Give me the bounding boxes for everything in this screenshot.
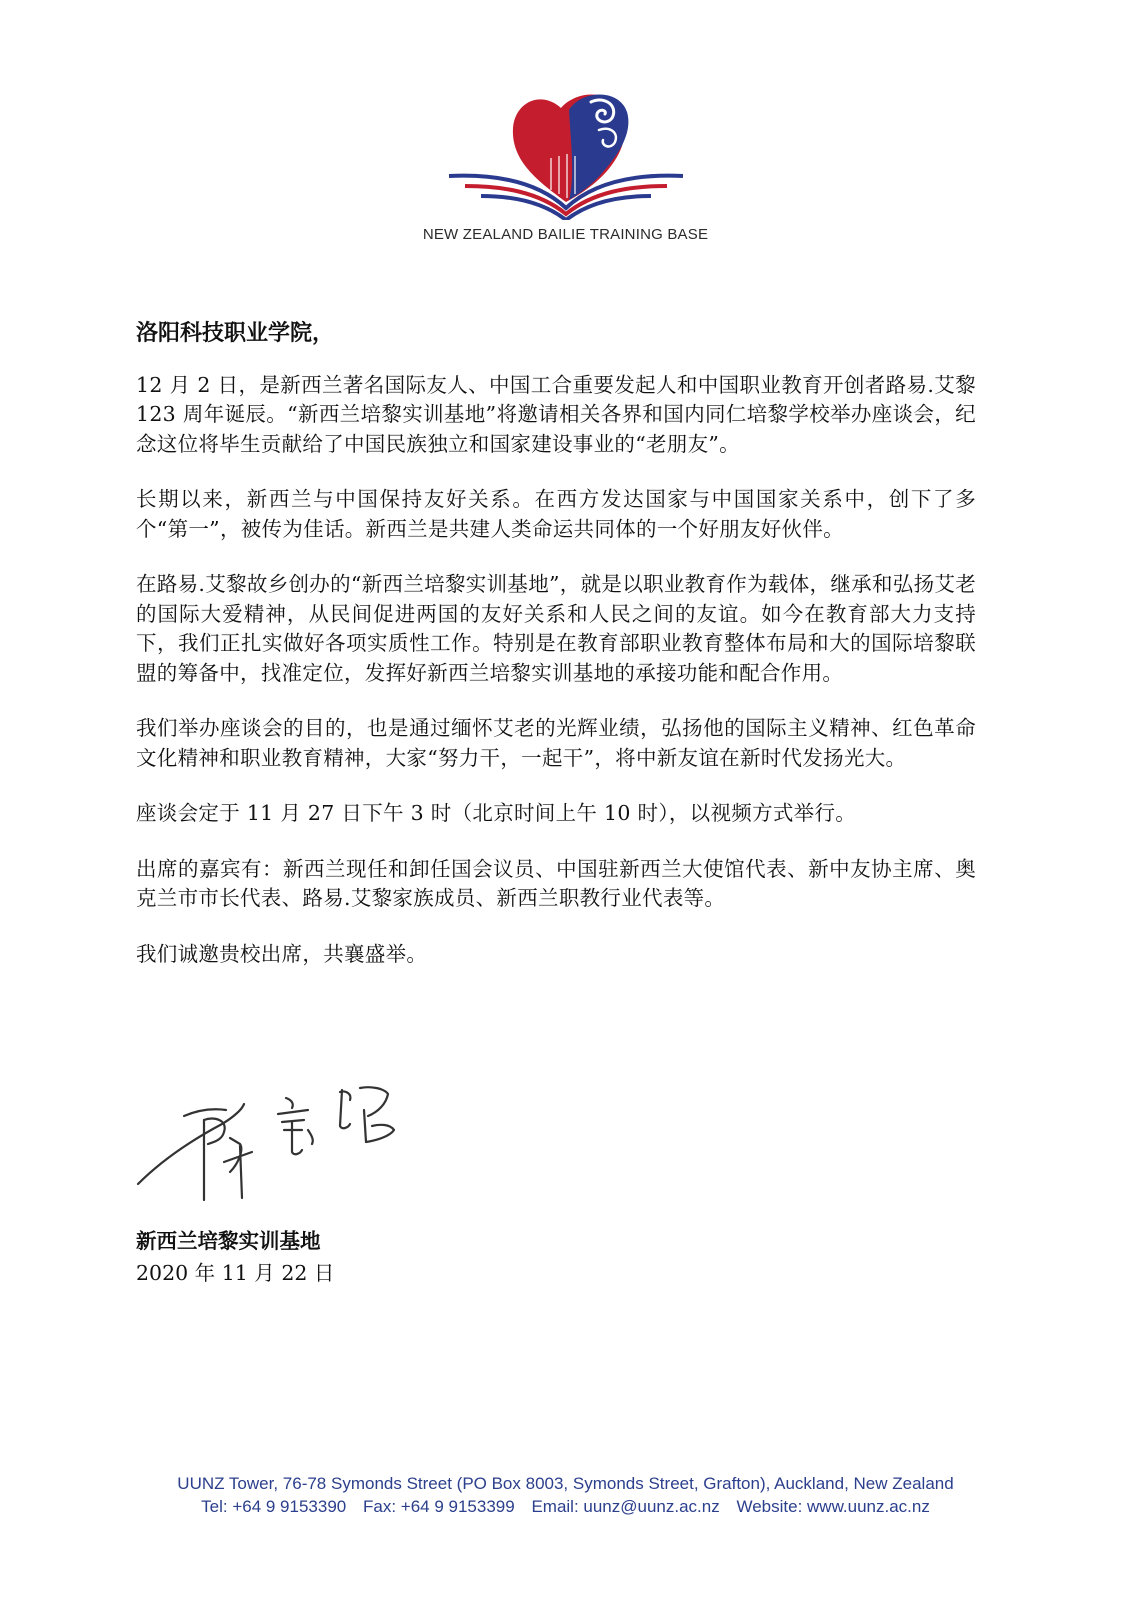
paragraph: 在路易.艾黎故乡创办的“新西兰培黎实训基地”，就是以职业教育作为载体，继承和弘扬艾老的国际大爱精神，从民间促进两国的友好关系和人民之间的友谊。如今在教育部大力支持下，我们正扎实做好各项实质性工作。特别是在教育部职业教育整体布局和大的国际培黎联盟的筹备中，找准定位，发挥好新西兰培黎实训基地的承接功能和配合作用。 xyxy=(136,572,976,685)
paragraph: 12 月 2 日，是新西兰著名国际友人、中国工合重要发起人和中国职业教育开创者路易.艾黎 123 周年诞辰。“新西兰培黎实训基地”将邀请相关各界和国内同仁培黎学校举办座谈会，纪念这位将毕生贡献给了中国民族独立和国家建设事业的“老朋友”。 xyxy=(136,372,976,456)
handwritten-signature-icon xyxy=(132,1080,412,1210)
footer-email[interactable]: Email: uunz@uunz.ac.nz xyxy=(531,1497,720,1516)
footer-fax: Fax: +64 9 9153399 xyxy=(362,1497,515,1516)
salutation: 洛阳科技职业学院， xyxy=(136,320,335,346)
paragraph: 长期以来，新西兰与中国保持友好关系。在西方发达国家与中国国家关系中，创下了多个“第一”，被传为佳话。新西兰是共建人类命运共同体的一个好朋友好伙伴。 xyxy=(136,487,976,541)
footer-tel: Tel: +64 9 9153390 xyxy=(201,1497,347,1516)
sign-organization: 新西兰培黎实训基地 xyxy=(136,1229,321,1253)
footer-contacts xyxy=(0,1495,1131,1518)
org-name-en: NEW ZEALAND BAILIE TRAINING BASE xyxy=(422,226,709,243)
footer xyxy=(0,1472,1131,1518)
paragraph: 座谈会定于 11 月 27 日下午 3 时（北京时间上午 10 时），以视频方式举行。 xyxy=(136,801,857,826)
footer-website[interactable]: Website: www.uunz.ac.nz xyxy=(736,1497,930,1516)
sign-date: 2020 年 11 月 22 日 xyxy=(136,1261,335,1285)
footer-address: UUNZ Tower, 76-78 Symonds Street (PO Box 8003, Symonds Street, Grafton), Auckland, New Zealand xyxy=(177,1474,954,1493)
paragraph: 我们诚邀贵校出席，共襄盛举。 xyxy=(136,941,428,966)
letterhead xyxy=(0,80,1131,243)
heart-book-logo-icon xyxy=(441,80,691,220)
paragraph: 出席的嘉宾有：新西兰现任和卸任国会议员、中国驻新西兰大使馆代表、新中友协主席、奥克兰市市长代表、路易.艾黎家族成员、新西兰职教行业代表等。 xyxy=(136,856,976,911)
paragraph: 我们举办座谈会的目的，也是通过缅怀艾老的光辉业绩，弘扬他的国际主义精神、红色革命文化精神和职业教育精神，大家“努力干，一起干”，将中新友谊在新时代发扬光大。 xyxy=(136,716,976,770)
letter-body xyxy=(136,318,976,995)
signature-block xyxy=(132,1080,412,1210)
